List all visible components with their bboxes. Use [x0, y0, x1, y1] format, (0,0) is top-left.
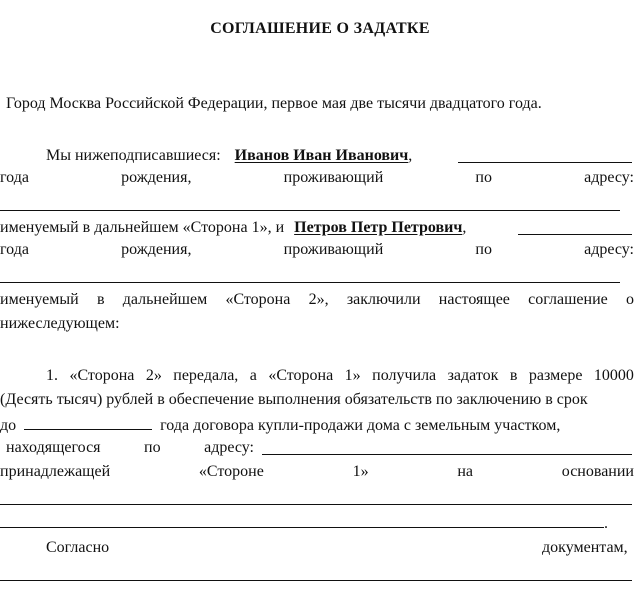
property-address-blank [262, 454, 632, 455]
line-period: . [604, 515, 608, 532]
located-word: по [144, 439, 161, 456]
clause-word: «Сторона [69, 367, 135, 384]
clause1-line3-suffix: года договора купли-продажи дома с земельным участком, [160, 417, 561, 434]
named-word: настоящее [438, 291, 510, 308]
party1-birth-line [0, 168, 634, 188]
party1-name: Иванов Иван Иванович [234, 147, 409, 164]
party1-birth-blank [458, 162, 632, 163]
ownership-basis-blank-2 [0, 512, 604, 528]
clause-word: передала, [173, 367, 239, 384]
clause-word: размере [528, 367, 583, 384]
belonging-word: принадлежащей [0, 463, 111, 480]
located-word: адресу: [204, 439, 254, 456]
clause-word: 2» [145, 367, 162, 384]
city-date-line: Город Москва Российской Федерации, первое мая две тысячи двадцатого года. [6, 95, 542, 112]
deadline-date-blank [24, 414, 152, 430]
named-word: дальнейшем [122, 291, 208, 308]
birth-word: адресу: [584, 241, 634, 258]
named-word: соглашение [528, 291, 608, 308]
intro-line [46, 146, 412, 166]
party2-name: Петров Петр Петрович [294, 219, 463, 236]
party2-named-line [0, 290, 634, 310]
clause-word: 10000 [593, 367, 634, 384]
belonging-word: на [457, 463, 474, 480]
named-word: «Сторона [225, 291, 291, 308]
party1-named-line [0, 218, 466, 238]
birth-word: проживающий [283, 169, 384, 186]
party2-birth-blank [518, 234, 632, 235]
party1-address-blank [0, 210, 620, 211]
party2-birth-line [0, 240, 634, 260]
party1-comma: , [408, 147, 413, 164]
birth-word: проживающий [283, 241, 384, 258]
clause-word: получила [372, 367, 437, 384]
party2-address-blank [0, 282, 620, 283]
party1-named: именуемый в дальнейшем «Сторона 1», и [0, 219, 285, 236]
documents-word: документам, [542, 539, 628, 556]
named-word: именуемый [0, 291, 79, 308]
clause1-line1 [46, 366, 634, 386]
clause1-line3 [0, 414, 560, 436]
clause-word: «Сторона [268, 367, 334, 384]
clause-word: в [509, 367, 518, 384]
party2-named-end: нижеследующем: [0, 315, 120, 332]
ownership-basis-line-2 [0, 512, 608, 534]
located-line [6, 438, 254, 458]
located-word: находящегося [6, 439, 101, 456]
clause-word: задаток [447, 367, 499, 384]
document-title: СОГЛАШЕНИЕ О ЗАДАТКЕ [210, 20, 430, 37]
named-word: о [626, 291, 634, 308]
according-word: Согласно [46, 539, 110, 556]
birth-word: по [475, 241, 492, 258]
belonging-word: «Стороне [198, 463, 264, 480]
birth-word: рождения, [121, 169, 192, 186]
birth-word: года [0, 241, 29, 258]
intro-prefix: Мы нижеподписавшиеся: [46, 147, 221, 164]
clause1-line2: (Десять тысяч) рублей в обеспечение выполнения обязательств по заключению в срок [0, 391, 588, 408]
clause-word: 1. [46, 367, 58, 384]
clause1-line3-prefix: до [0, 417, 17, 434]
birth-word: рождения, [121, 241, 192, 258]
birth-word: года [0, 169, 29, 186]
belonging-line [0, 462, 634, 482]
party2-comma: , [462, 219, 467, 236]
named-word: заключили [346, 291, 421, 308]
belonging-word: 1» [352, 463, 369, 480]
named-word: в [96, 291, 105, 308]
ownership-basis-blank-1 [0, 504, 632, 505]
documents-blank [0, 580, 632, 581]
clause-word: 1» [344, 367, 361, 384]
clause-word: а [249, 367, 257, 384]
birth-word: по [475, 169, 492, 186]
birth-word: адресу: [584, 169, 634, 186]
belonging-word: основании [561, 463, 634, 480]
named-word: 2», [308, 291, 329, 308]
